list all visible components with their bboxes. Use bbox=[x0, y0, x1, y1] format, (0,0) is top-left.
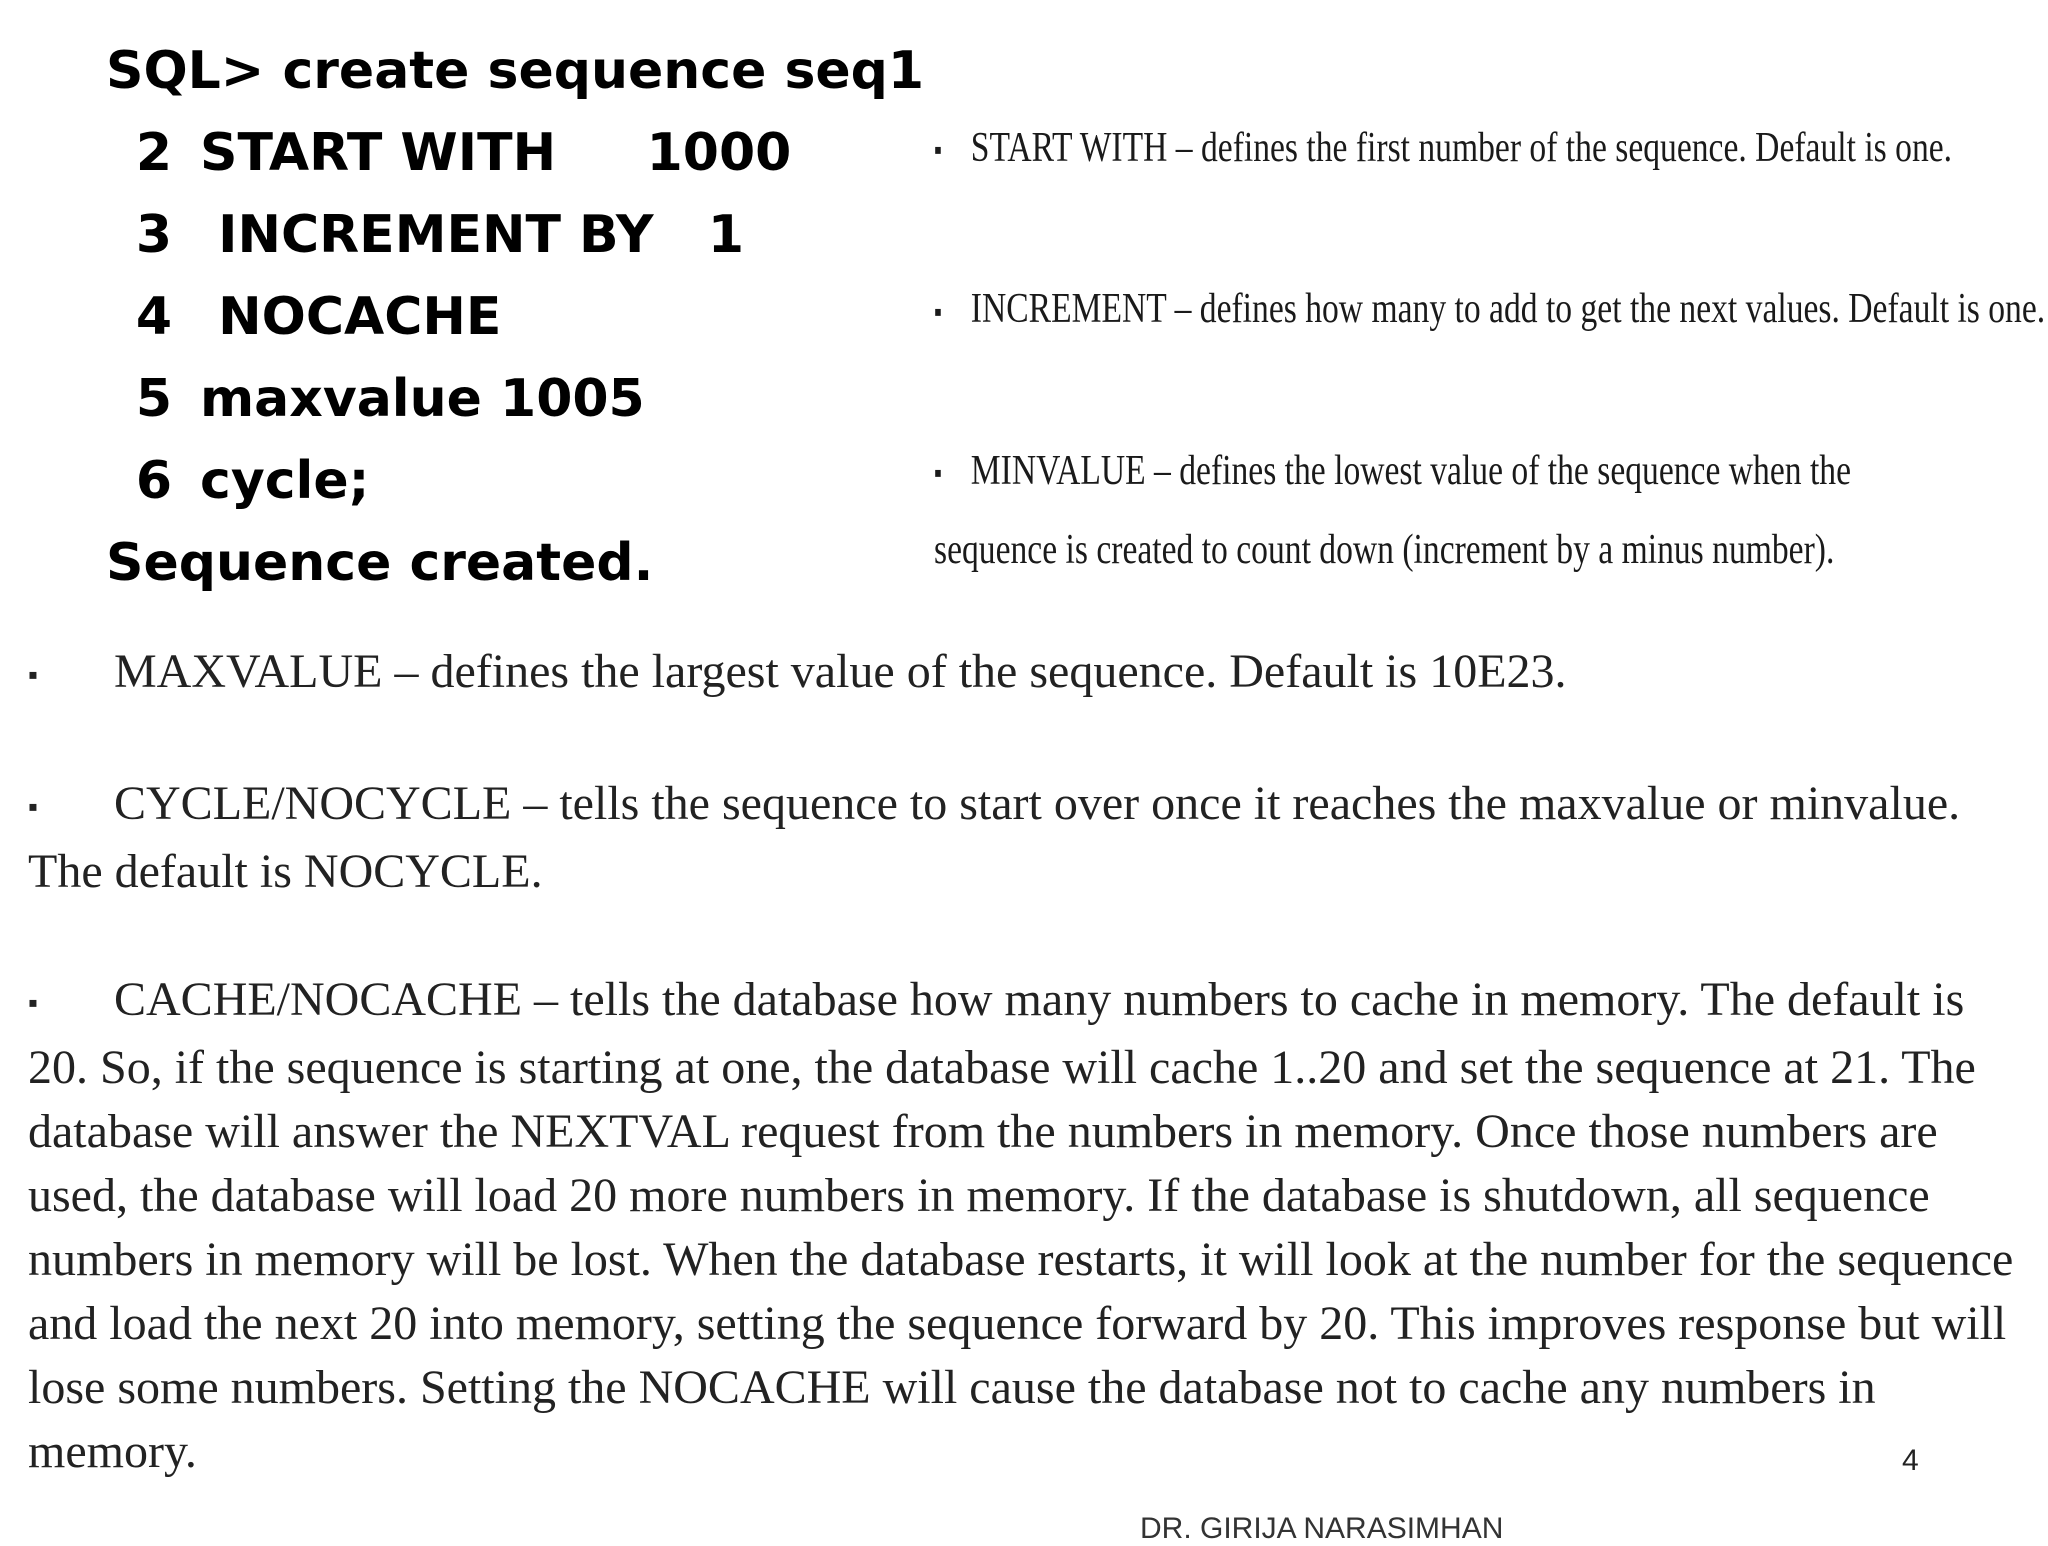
definition-cycle bbox=[28, 772, 2028, 904]
definition-maxvalue bbox=[28, 640, 2028, 708]
bullet-icon: ▪ bbox=[934, 458, 942, 490]
definition-text: MINVALUE – defines the lowest value of the sequence when the sequence is created to count down (increment by a minus number). bbox=[934, 447, 1851, 574]
sql-line bbox=[106, 194, 924, 276]
footer-author: DR. GIRIJA NARASIMHAN bbox=[1140, 1512, 1504, 1545]
page-number: 4 bbox=[1902, 1444, 1919, 1477]
definitions-lower bbox=[28, 640, 2028, 1484]
sql-line bbox=[106, 276, 924, 358]
sql-line-text: cycle; bbox=[200, 451, 370, 511]
definition-text: CACHE/NOCACHE – tells the database how many numbers to cache in memory. The default is 20. So, if the sequence is starting at one, the database will cache 1..20 and set the sequence at 21. The database will answer the NEXTVAL request from the numbers in memory. Once those numbers are used, the database will load 20 more numbers in memory. If the database is shutdown, all sequence numbers in memory will be lost. When the database restarts, it will look at the number for the sequence and load the next 20 into memory, setting the sequence forward by 20. This improves response but will lose some numbers. Setting the NOCACHE will cause the database not to cache any numbers in memory. bbox=[28, 972, 2014, 1478]
definition-text: MAXVALUE – defines the largest value of the sequence. Default is 10E23. bbox=[114, 645, 1567, 698]
bullet-icon: ▪ bbox=[934, 296, 942, 328]
sql-line bbox=[106, 358, 924, 440]
bullet-icon: ▪ bbox=[28, 791, 38, 823]
sql-line-number: 5 bbox=[135, 369, 172, 429]
definition-text: START WITH – defines the first number of the sequence. Default is one. bbox=[970, 125, 1953, 171]
definition-start-with bbox=[934, 110, 1953, 189]
definition-text: CYCLE/NOCYCLE – tells the sequence to start over once it reaches the maxvalue or minvalue. The default is NOCYCLE. bbox=[28, 776, 1961, 898]
sql-code-block bbox=[106, 30, 924, 604]
sql-line-text: START WITH 1000 bbox=[200, 123, 792, 183]
sql-line-text: NOCACHE bbox=[200, 287, 502, 347]
bullet-icon: ▪ bbox=[28, 659, 38, 691]
bullet-icon: ▪ bbox=[28, 987, 38, 1019]
definition-increment bbox=[934, 271, 2046, 350]
sql-line-number: 3 bbox=[135, 205, 172, 265]
sql-line-number: 6 bbox=[135, 451, 172, 511]
sql-line-text: maxvalue 1005 bbox=[200, 369, 645, 429]
definition-cache bbox=[28, 968, 2028, 1484]
definitions-right bbox=[934, 110, 2046, 588]
sql-line-text: INCREMENT BY 1 bbox=[200, 205, 744, 265]
sql-line-number: 2 bbox=[135, 123, 172, 183]
sql-line-number: 4 bbox=[135, 287, 172, 347]
sql-line bbox=[106, 440, 924, 522]
sql-prompt-line: SQL> create sequence seq1 bbox=[106, 41, 925, 101]
definition-minvalue bbox=[934, 433, 1878, 588]
definition-text: INCREMENT – defines how many to add to get the next values. Default is one. bbox=[970, 286, 2046, 333]
sql-result-line: Sequence created. bbox=[106, 533, 654, 593]
bullet-icon: ▪ bbox=[934, 135, 942, 167]
sql-line bbox=[106, 112, 924, 194]
